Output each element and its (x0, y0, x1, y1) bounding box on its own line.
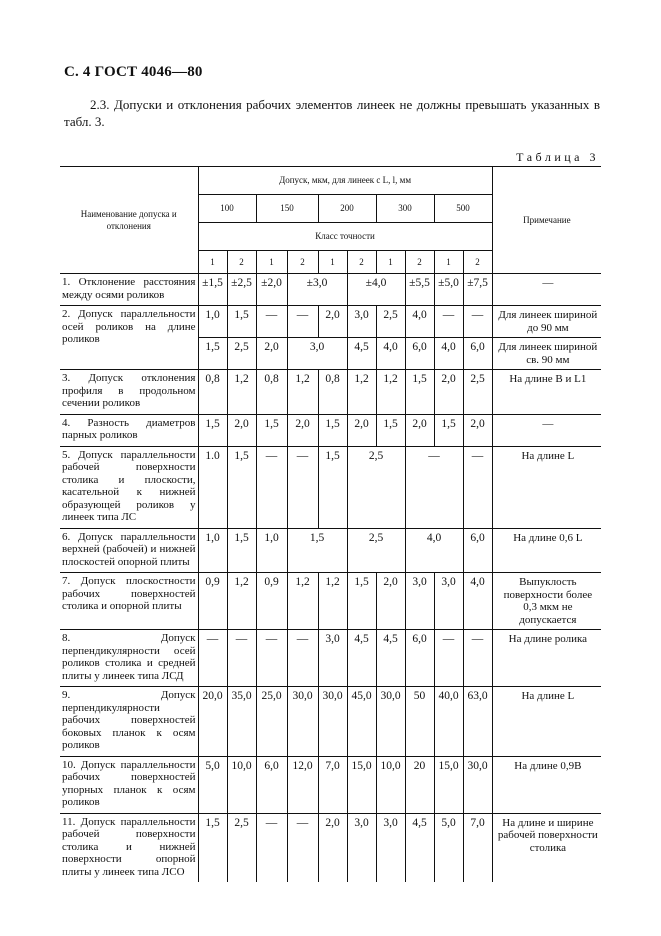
row-name: 11. Допуск параллельности рабочей поверхности столика и нижней поверхности опорной плиты у линеек типа ЛСО (60, 813, 198, 882)
value-cell: 1,5 (227, 446, 256, 528)
table-row (60, 528, 601, 573)
value-cell: 1,2 (287, 370, 318, 415)
value-cell: 5,0 (198, 756, 227, 813)
value-cell: 2,0 (405, 414, 434, 446)
table-row (60, 414, 601, 446)
value-cell: 1,0 (198, 528, 227, 573)
class-number: 2 (463, 251, 492, 274)
note-cell: На длине 0,9B (492, 756, 601, 813)
value-cell: — (256, 446, 287, 528)
value-cell: 50 (405, 687, 434, 757)
note-cell: На длине и ширине рабочей поверхности столика (492, 813, 601, 882)
length-header: 200 (318, 195, 376, 223)
note-cell: На длине L (492, 446, 601, 528)
value-cell: 1,5 (287, 528, 347, 573)
value-cell: — (434, 306, 463, 338)
value-cell: 2,5 (463, 370, 492, 415)
value-cell: 2,5 (347, 446, 405, 528)
value-cell: 1,5 (376, 414, 405, 446)
row-name: 4. Разность диаметров парных роликов (60, 414, 198, 446)
header-note-cell (492, 167, 601, 274)
value-cell: — (256, 813, 287, 882)
value-cell: 5,0 (434, 813, 463, 882)
value-cell: 1,5 (405, 370, 434, 415)
row-name: 10. Допуск параллельности рабочих поверхностей упорных планок к осям роликов (60, 756, 198, 813)
value-cell: 6,0 (405, 630, 434, 687)
length-header: 300 (376, 195, 434, 223)
note-cell: Выпуклость поверхности более 0,3 мкм не допускается (492, 573, 601, 630)
value-cell: — (256, 306, 287, 338)
value-cell: 2,0 (347, 414, 376, 446)
note-cell: На длине L (492, 687, 601, 757)
value-cell: 1,5 (318, 446, 347, 528)
value-cell: 1,5 (227, 528, 256, 573)
table-caption: Таблица 3 (516, 150, 599, 164)
note-cell: На длине ролика (492, 630, 601, 687)
value-cell: 45,0 (347, 687, 376, 757)
value-cell: 2,0 (318, 813, 347, 882)
value-cell: 0,9 (198, 573, 227, 630)
table-row (60, 446, 601, 528)
value-cell: ±2,0 (256, 274, 287, 306)
value-cell: 7,0 (470, 816, 485, 829)
value-cell: 25,0 (256, 687, 287, 757)
table-row (60, 813, 601, 882)
value-cell: — (405, 446, 463, 528)
value-cell: 4,5 (347, 338, 376, 370)
value-cell: 20,0 (198, 687, 227, 757)
table-row (60, 687, 601, 757)
value-cell: 30,0 (287, 687, 318, 757)
header-tolerance-cell (198, 167, 492, 195)
value-cell: 2,0 (227, 414, 256, 446)
value-cell: 2,0 (287, 414, 318, 446)
note-cell: На длине 0,6 L (492, 528, 601, 573)
value-cell: 2,0 (376, 573, 405, 630)
table-row (60, 274, 601, 306)
value-cell: — (256, 630, 287, 687)
row-name: 6. Допуск параллельности верхней (рабочей) и нижней плоскостей опорной плиты (60, 528, 198, 573)
value-cell: 15,0 (434, 756, 463, 813)
value-cell: — (463, 446, 492, 528)
note-cell: Для линеек шириной до 90 мм (492, 306, 601, 338)
value-cell: 1,5 (227, 306, 256, 338)
value-cell: 4,0 (405, 528, 463, 573)
value-cell: ±3,0 (287, 274, 347, 306)
value-cell: 6,0 (405, 338, 434, 370)
note-cell: Для линеек шириной св. 90 мм (492, 338, 601, 370)
value-cell: 2,5 (227, 813, 256, 882)
table-row (60, 306, 601, 338)
value-cell: 30,0 (376, 687, 405, 757)
value-cell: 1,5 (198, 414, 227, 446)
class-number: 2 (347, 251, 376, 274)
value-cell: 1,2 (227, 370, 256, 415)
value-cell: 40,0 (434, 687, 463, 757)
value-cell: — (287, 446, 318, 528)
header-name-label: Наименование допуска и отклонения (80, 208, 177, 231)
note-cell: — (492, 414, 601, 446)
tolerance-table (60, 166, 601, 882)
value-cell: 3,0 (347, 813, 376, 882)
row-name: 3. Допуск отклонения профиля в продольном сечении роликов (60, 370, 198, 415)
value-cell: 3,0 (405, 573, 434, 630)
value-cell: 3,0 (434, 573, 463, 630)
value-cell: ±1,5 (198, 274, 227, 306)
class-header: Класс точности (198, 223, 492, 251)
value-cell: 1,2 (227, 573, 256, 630)
value-cell: 4,0 (434, 338, 463, 370)
value-cell: 0,8 (318, 370, 347, 415)
value-cell: 15,0 (347, 756, 376, 813)
value-cell: 0,8 (198, 370, 227, 415)
length-header: 500 (434, 195, 492, 223)
value-cell: — (287, 306, 318, 338)
table-row (60, 630, 601, 687)
value-cell: 1.0 (198, 446, 227, 528)
value-cell: 1,2 (347, 370, 376, 415)
value-cell: 1,5 (256, 414, 287, 446)
value-cell: 4,5 (347, 630, 376, 687)
header-name-cell (60, 167, 198, 274)
class-number: 1 (376, 251, 405, 274)
value-cell: — (463, 306, 492, 338)
value-cell: — (287, 813, 318, 882)
row-name: 9. Допуск перпендикулярности рабочих поверхностей боковых планок к осям роликов (60, 687, 198, 757)
row-name: 1. Отклонение расстояния между осями роликов (60, 274, 198, 306)
row-name: 2. Допуск параллельности осей роликов на длине роликов (60, 306, 198, 370)
value-cell: 2,0 (463, 414, 492, 446)
table-row (60, 370, 601, 415)
value-cell: 20 (405, 756, 434, 813)
value-cell: 1,5 (318, 414, 347, 446)
value-cell: 7,0 (318, 756, 347, 813)
value-cell: 12,0 (287, 756, 318, 813)
value-cell: 2,0 (318, 306, 347, 338)
value-cell: ±7,5 (463, 274, 492, 306)
value-cell: — (287, 630, 318, 687)
value-cell: 2,0 (256, 338, 287, 370)
value-cell: 4,0 (376, 338, 405, 370)
value-cell: 1,2 (318, 573, 347, 630)
length-header: 100 (198, 195, 256, 223)
value-cell: 35,0 (227, 687, 256, 757)
value-cell: 0,8 (256, 370, 287, 415)
value-cell: 1,2 (376, 370, 405, 415)
value-cell: 1,5 (434, 414, 463, 446)
value-cell: — (463, 630, 492, 687)
value-cell: — (434, 630, 463, 687)
note-cell: На длине B и L1 (492, 370, 601, 415)
value-cell: 4,0 (405, 306, 434, 338)
value-cell: 10,0 (227, 756, 256, 813)
value-cell: ±4,0 (347, 274, 405, 306)
value-cell: 2,0 (434, 370, 463, 415)
value-cell: 1,0 (256, 528, 287, 573)
class-number: 2 (227, 251, 256, 274)
value-cell: 6,0 (463, 528, 492, 573)
value-cell: 3,0 (347, 306, 376, 338)
value-cell: 1,5 (347, 573, 376, 630)
header-tolerance-label: Допуск, мкм, для линеек с L, l, мм (279, 175, 412, 186)
value-cell: 2,5 (376, 306, 405, 338)
value-cell: 2,5 (227, 338, 256, 370)
value-cell: 6,0 (256, 756, 287, 813)
class-number: 2 (405, 251, 434, 274)
value-cell: 1,2 (287, 573, 318, 630)
table-row (60, 573, 601, 630)
value-cell: 4,5 (376, 630, 405, 687)
value-cell: ±2,5 (227, 274, 256, 306)
class-number: 2 (287, 251, 318, 274)
value-cell: 2,5 (347, 528, 405, 573)
value-cell: 30,0 (463, 756, 492, 813)
value-cell: 1,5 (198, 813, 227, 882)
value-cell: 3,0 (287, 338, 347, 370)
value-cell: 30,0 (318, 687, 347, 757)
value-cell: 1,5 (198, 338, 227, 370)
value-cell: 3,0 (318, 630, 347, 687)
value-cell: ±5,0 (434, 274, 463, 306)
note-cell: — (492, 274, 601, 306)
table-row (60, 756, 601, 813)
row-name: 8. Допуск перпендикулярности осей роликов столика и средней плиты у линеек типа ЛСД (60, 630, 198, 687)
value-cell: 10,0 (376, 756, 405, 813)
value-cell: — (227, 630, 256, 687)
value-cell: 0,9 (256, 573, 287, 630)
value-cell: ±5,5 (405, 274, 434, 306)
row-name: 7. Допуск плоскостности рабочих поверхностей столика и опорной плиты (60, 573, 198, 630)
page-header: С. 4 ГОСТ 4046—80 (64, 64, 203, 80)
length-header: 150 (256, 195, 318, 223)
class-number: 1 (434, 251, 463, 274)
class-number: 1 (318, 251, 347, 274)
row-name: 5. Допуск параллельности рабочей поверхности столика и плоскости, касательной к нижней образующей роликов у линеек типа ЛС (60, 446, 198, 528)
value-cell: 63,0 (463, 687, 492, 757)
value-cell: 6,0 (463, 338, 492, 370)
intro-paragraph: 2.3. Допуски и отклонения рабочих элементов линеек не должны превышать указанных в табл. 3. (64, 97, 600, 129)
value-cell: 4,5 (405, 813, 434, 882)
value-cell: 3,0 (376, 813, 405, 882)
header-note-label: Примечание (523, 214, 571, 225)
value-cell: 1,0 (198, 306, 227, 338)
value-cell: 4,0 (463, 573, 492, 630)
value-cell: — (198, 630, 227, 687)
class-number: 1 (198, 251, 227, 274)
class-number: 1 (256, 251, 287, 274)
